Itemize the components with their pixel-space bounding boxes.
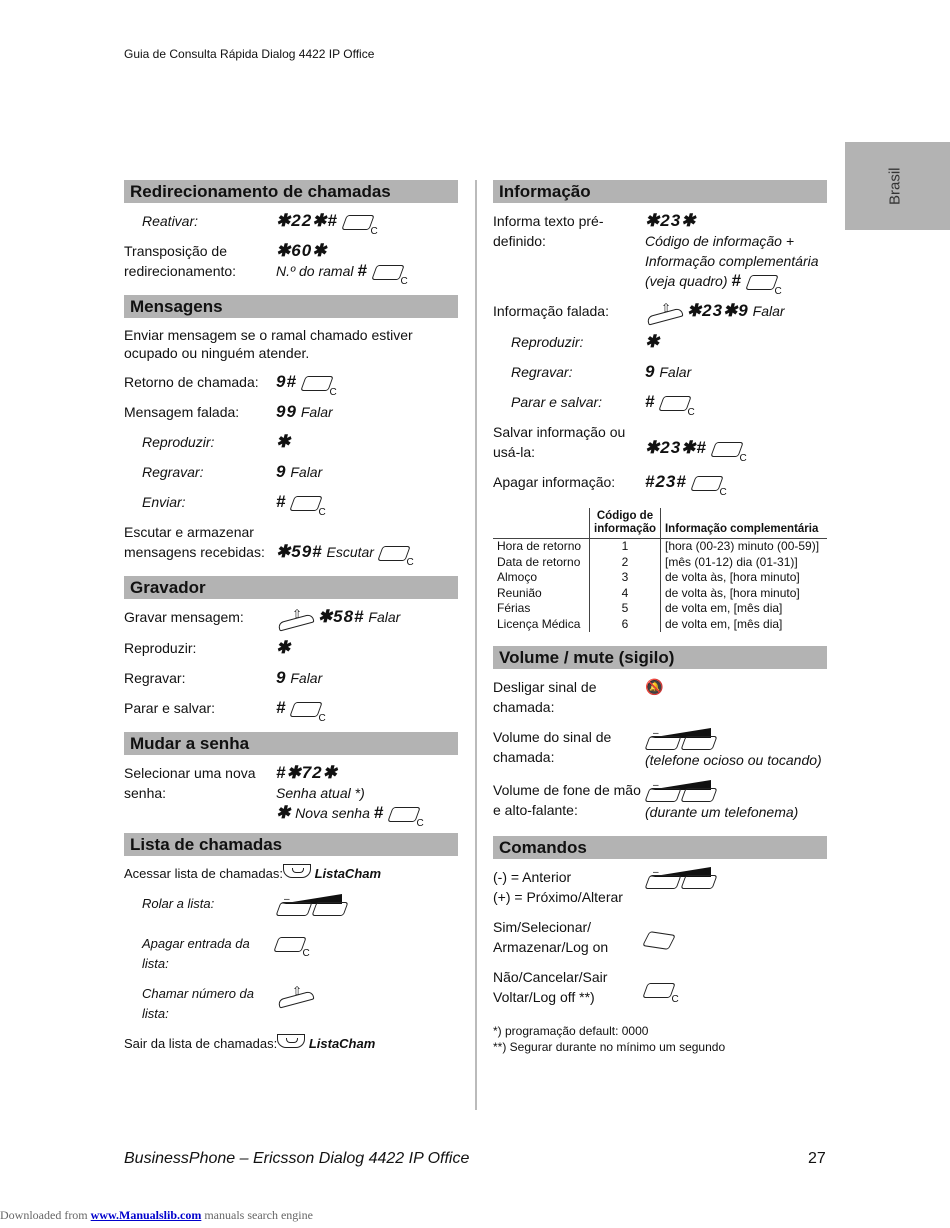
description: Código de informação + Informação complementária (veja quadro) [645, 233, 819, 289]
c-key-icon: C [290, 702, 323, 717]
section-title-calllist: Lista de chamadas [124, 833, 458, 856]
ok-key-icon [642, 931, 676, 950]
label: Rolar a lista: [142, 896, 215, 912]
row-msg-send [124, 492, 458, 518]
label: Escutar e armazenar mensagens recebidas: [124, 524, 265, 560]
row-info-erase [493, 472, 827, 499]
left-column [124, 180, 458, 1064]
row-callback [124, 372, 458, 398]
row-reactivate [124, 211, 458, 237]
table-row: Férias 5 de volta em, [mês dia] [497, 601, 783, 616]
code: ✱ [276, 432, 292, 451]
label: Acessar lista de chamadas: [124, 866, 283, 882]
row-ring-volume [493, 727, 827, 769]
label: (-) = Anterior [493, 868, 572, 885]
row-calllist-call [124, 984, 458, 1024]
code: # [276, 698, 287, 718]
c-key-icon: C [300, 376, 333, 391]
code: ✱23✱# [645, 438, 707, 458]
softkey-text: ListaCham [308, 1036, 376, 1052]
c-key-icon: C [387, 807, 420, 822]
info-code-table [493, 508, 827, 632]
label: Enviar: [142, 494, 186, 510]
row-redirect-transpose [124, 241, 458, 287]
new-password-text: Nova senha [295, 805, 370, 822]
label: Reproduzir: [511, 334, 584, 351]
messages-intro: Enviar mensagem se o ramal chamado estiver ocupado ou ninguém atender. [124, 327, 413, 361]
row-calllist-delete [124, 934, 458, 974]
row-prev-next [493, 867, 827, 907]
language-tab [845, 142, 950, 230]
label: Reproduzir: [124, 640, 197, 657]
note: (durante um telefonema) [645, 803, 799, 820]
download-note [0, 1208, 313, 1223]
label: Informação falada: [493, 303, 609, 319]
row-info-voice [493, 301, 827, 322]
section-title-commands: Comandos [493, 836, 827, 859]
text: Escutar [326, 544, 374, 560]
code: ✱58# [317, 607, 365, 626]
code: #23# [645, 472, 687, 492]
row-handset-volume [493, 780, 827, 822]
code: # [276, 492, 287, 511]
label: Apagar entrada da lista: [142, 936, 250, 972]
code2: # [357, 261, 368, 280]
row-info-text [493, 211, 827, 297]
label: Desligar sinal de chamada: [493, 679, 597, 716]
row-calllist-exit [124, 1034, 458, 1054]
download-suffix: manuals search engine [201, 1208, 313, 1222]
code: ✱23✱ [645, 211, 697, 230]
label: (+) = Próximo/Alterar [493, 888, 623, 905]
note: (telefone ocioso ou tocando) [645, 751, 822, 768]
row-calllist-access [124, 864, 458, 884]
right-column [493, 180, 827, 1055]
section-title-recorder: Gravador [124, 576, 458, 599]
row-rec-record [124, 607, 458, 628]
row-rec-stop [124, 698, 458, 725]
label: Regravar: [511, 364, 573, 381]
current-password-text: Senha atual *) [276, 785, 365, 802]
row-yes-select [493, 917, 827, 957]
label: Gravar mensagem: [124, 609, 244, 625]
manualslib-link[interactable]: www.Manualslib.com [90, 1208, 202, 1222]
footnote: **) Segurar durante no mínimo um segundo [493, 1039, 726, 1054]
label: Reproduzir: [142, 434, 215, 450]
row-calllist-scroll [124, 894, 458, 924]
handset-lift-icon: ⇧ [645, 302, 683, 322]
softkey-text: ListaCham [314, 866, 382, 882]
handset-lift-icon: ⇧ [276, 608, 314, 628]
c-key-icon: C [642, 983, 675, 998]
c-key-icon: C [745, 275, 778, 290]
label: Volume de fone de mão e alto-falante: [493, 781, 641, 818]
c-key-icon: C [273, 937, 306, 952]
label: Sim/Selecionar/ Armazenar/Log on [493, 918, 609, 955]
c-key-icon: C [341, 215, 374, 230]
text: Falar [368, 609, 401, 625]
download-prefix: Downloaded from [0, 1208, 91, 1222]
table-row: Hora de retorno 1 [hora (00-23) minuto (00-59)] [497, 539, 820, 554]
row-ring-off [493, 677, 827, 717]
code2: # [373, 803, 385, 823]
row-rec-play [124, 638, 458, 658]
c-key-icon: C [377, 546, 410, 561]
c-key-icon: C [371, 265, 404, 280]
code: ✱23✱9 [686, 301, 749, 320]
table-row: Almoço 3 de volta às, [hora minuto] [497, 570, 800, 585]
footer-title: BusinessPhone – Ericsson Dialog 4422 IP Office [124, 1150, 470, 1167]
text: Falar [659, 364, 692, 381]
volume-keys-icon: – + [645, 728, 717, 750]
row-msg-rerecord [124, 462, 458, 482]
label: Regravar: [142, 464, 204, 480]
code2: # [731, 271, 742, 290]
code: 9 [276, 668, 287, 688]
code: #✱72✱ [276, 763, 338, 783]
row-msg-listen [124, 522, 458, 568]
c-key-icon: C [659, 396, 692, 411]
label: Mensagem falada: [124, 404, 240, 420]
section-title-info: Informação [493, 180, 827, 203]
table-row: Reunião 4 de volta às, [hora minuto] [497, 585, 800, 600]
text: Falar [752, 303, 785, 319]
row-no-cancel [493, 967, 827, 1007]
section-title-messages: Mensagens [124, 295, 458, 318]
label: Informa texto pré-definido: [493, 213, 604, 249]
label: Não/Cancelar/Sair Voltar/Log off **) [493, 968, 608, 1005]
table-header-row [493, 508, 827, 539]
label: Regravar: [124, 670, 186, 687]
label: Parar e salvar: [511, 394, 603, 411]
label: Sair da lista de chamadas: [124, 1036, 278, 1052]
volume-keys-icon: – + [645, 780, 717, 802]
mute-ring-icon: 🔕 [645, 679, 664, 697]
row-info-play [493, 332, 827, 352]
section-title-password: Mudar a senha [124, 732, 458, 755]
row-msg-play [124, 432, 458, 452]
code: 9 [645, 362, 656, 382]
menu-key-icon [283, 864, 311, 878]
label: Parar e salvar: [124, 700, 216, 717]
page-number: 27 [808, 1150, 826, 1167]
text: Falar [290, 464, 323, 480]
row-rec-rerecord [124, 668, 458, 688]
section-title-redirect: Redirecionamento de chamadas [124, 180, 458, 203]
code: ✱59# [276, 542, 323, 561]
row-info-rerecord [493, 362, 827, 382]
text: N.º do ramal [276, 263, 354, 279]
label: Chamar número da lista: [142, 986, 254, 1022]
code: ✱ [645, 332, 661, 352]
c-key-icon: C [710, 442, 743, 457]
column-divider [475, 180, 477, 1110]
handset-lift-icon: ⇧ [276, 985, 314, 1005]
row-info-stop [493, 392, 827, 419]
row-info-save [493, 422, 827, 465]
volume-keys-icon: – + [645, 867, 717, 889]
label: Volume do sinal de chamada: [493, 729, 612, 766]
section-title-volume: Volume / mute (sigilo) [493, 646, 827, 669]
code: # [645, 392, 656, 412]
menu-key-icon [277, 1034, 305, 1048]
row-voice-message [124, 402, 458, 422]
label: Reativar: [142, 213, 199, 229]
table-row: Data de retorno 2 [mês (01-12) dia (01-31)] [497, 554, 798, 569]
c-key-icon: C [690, 476, 723, 491]
table-header: Informação complementária [660, 508, 827, 539]
code: ✱ [276, 803, 292, 823]
row-new-password [124, 763, 458, 830]
label: Transposição de redirecionamento: [124, 243, 237, 279]
code: ✱22✱# [276, 211, 338, 230]
code: 99 [276, 402, 297, 421]
language-tab-label: Brasil [886, 167, 904, 205]
code: ✱60✱ [276, 241, 328, 260]
text: Falar [300, 404, 333, 420]
label: Retorno de chamada: [124, 374, 259, 390]
c-key-icon: C [290, 496, 323, 511]
volume-keys-icon: – + [276, 894, 348, 916]
code: 9 [276, 462, 287, 481]
table-header [493, 508, 590, 539]
table-header: Código de informação [590, 508, 661, 539]
code: 9# [276, 372, 297, 391]
code: ✱ [276, 638, 292, 658]
table-row: Licença Médica 6 de volta em, [mês dia] [497, 616, 783, 631]
label: Apagar informação: [493, 474, 616, 491]
label: Salvar informação ou usá-la: [493, 424, 626, 461]
page-header: Guia de Consulta Rápida Dialog 4422 IP Office [124, 47, 375, 61]
label: Selecionar uma nova senha: [124, 765, 256, 802]
text: Falar [290, 670, 323, 687]
footnote: *) programação default: 0000 [493, 1023, 649, 1038]
